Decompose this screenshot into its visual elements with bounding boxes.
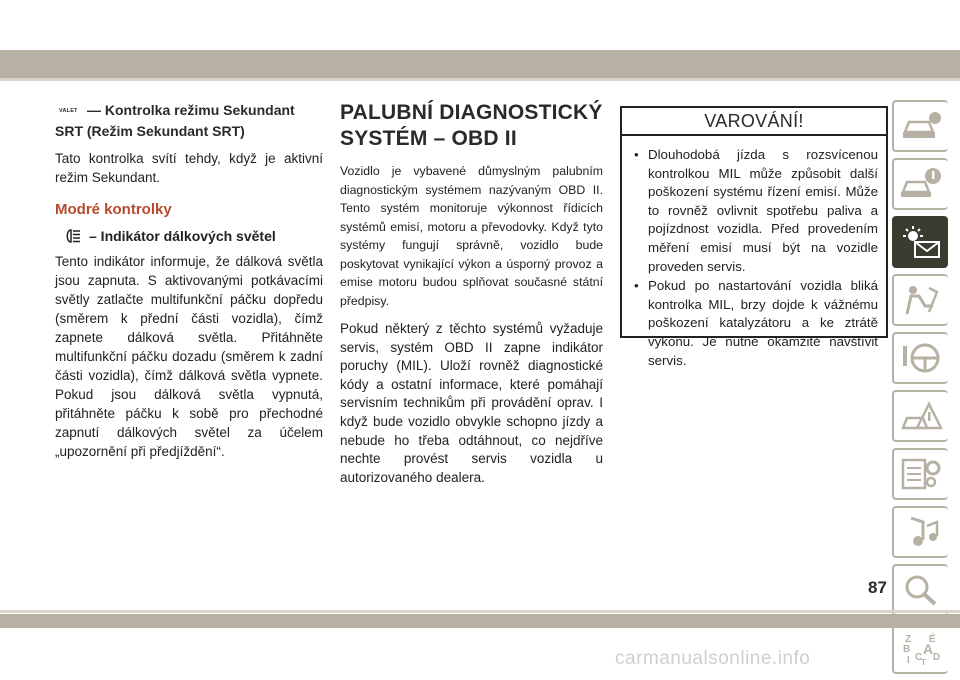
index-letter: I bbox=[907, 655, 910, 666]
warning-info-icon bbox=[899, 166, 943, 202]
section-title: PALUBNÍ DIAGNOSTICKÝ SYSTÉM – OBD II bbox=[340, 101, 603, 150]
index-letter: A bbox=[923, 641, 934, 657]
tab-search[interactable] bbox=[892, 564, 948, 616]
blue-lights-heading: Modré kontrolky bbox=[55, 201, 172, 219]
warning-item: • Pokud po nastartování vozidla bliká kontrolka MIL, brzy dojde k vážnému poškození katalyzátoru a ke ztrátě výkonu. Je nutné okamžitě navštívit servis. bbox=[634, 277, 878, 370]
car-info-icon bbox=[899, 108, 943, 144]
lights-messages-icon bbox=[899, 224, 943, 260]
obd-intro-text: Vozidlo je vybavené důmyslným palubním diagnostickým systémem nazývaným OBD II. Tento systém monitoruje výkonnost řídicích systémů emisí, motoru a převodovky. Když tyto systémy fungují správně, vozidlo bude poskytovat vynikající výkon a úsporný provoz a emise motoru budou splňovat současné státní předpisy. bbox=[340, 164, 603, 308]
steering-icon bbox=[899, 340, 943, 376]
emergency-icon bbox=[899, 398, 943, 434]
index-letter: É bbox=[929, 634, 936, 645]
multimedia-icon bbox=[899, 514, 943, 550]
warning-list bbox=[622, 136, 886, 370]
bottom-band bbox=[0, 614, 960, 628]
bottom-band-stripe bbox=[0, 610, 960, 613]
section-tabs bbox=[892, 100, 952, 680]
index-letter: Z bbox=[905, 634, 912, 645]
tab-index[interactable] bbox=[892, 622, 948, 674]
tab-service[interactable] bbox=[892, 448, 948, 500]
valet-title: — Kontrolka režimu Sekundant SRT (Režim Sekundant SRT) bbox=[55, 102, 295, 140]
warning-box bbox=[620, 106, 888, 368]
tab-lights-messages[interactable] bbox=[892, 216, 948, 268]
valet-text: Tato kontrolka svítí tehdy, když je aktivní režim Sekundant. bbox=[55, 151, 323, 186]
middle-column bbox=[340, 100, 603, 487]
service-icon bbox=[899, 456, 943, 492]
index-letter: C bbox=[915, 652, 923, 663]
tab-steering[interactable] bbox=[892, 332, 948, 384]
top-band bbox=[0, 50, 960, 78]
tab-warning-info[interactable] bbox=[892, 158, 948, 210]
page-number: 87 bbox=[868, 578, 887, 597]
left-column bbox=[55, 100, 323, 461]
tab-safety[interactable] bbox=[892, 274, 948, 326]
tab-car-info[interactable] bbox=[892, 100, 948, 152]
search-icon bbox=[899, 572, 943, 608]
watermark: carmanualsonline.info bbox=[615, 648, 811, 669]
index-letter: B bbox=[903, 644, 911, 655]
index-icon bbox=[899, 630, 943, 666]
top-band-stripe bbox=[0, 78, 960, 81]
index-letter: T bbox=[921, 658, 926, 666]
high-beam-heading bbox=[55, 228, 323, 244]
high-beam-icon bbox=[61, 228, 81, 244]
valet-icon: VALET bbox=[59, 108, 78, 115]
high-beam-text: Tento indikátor informuje, že dálková světla jsou zapnuta. S aktivovanými potkávacími světly zatlačte multifunkční páčku dopředu (směrem k přední části vozidla), čímž zapnete dálková světla. Přitáhněte multifunkční páčku dozadu (směrem k zadní části vozidla), čímž dálková světla vypnete. Pokud jsou dálková světla vypnutá, přitáhněte páčku k sobě pro přechodné zapnutí dálkových světel za účelem „upozornění při předjíždění“. bbox=[55, 254, 323, 460]
index-letter: D bbox=[933, 652, 941, 663]
high-beam-title: – Indikátor dálkových světel bbox=[89, 228, 276, 245]
warning-title: VAROVÁNÍ! bbox=[622, 108, 886, 136]
valet-heading bbox=[55, 100, 323, 141]
safety-icon bbox=[899, 282, 943, 318]
obd-body-text: Pokud některý z těchto systémů vyžaduje servis, systém OBD II zapne indikátor poruchy (MIL). Uloží rovněž diagnostické kódy a ostatní informace, které pomáhají servisním technikům při provádění oprav. I když bude vozidlo obvykle schopno jízdy a nebude ho třeba odtáhnout, co nejdříve nechte provést servis vozidla u autorizovaného dealera. bbox=[340, 321, 603, 485]
tab-multimedia[interactable] bbox=[892, 506, 948, 558]
tab-emergency[interactable] bbox=[892, 390, 948, 442]
warning-item: • Dlouhodobá jízda s rozsvícenou kontrolkou MIL může způsobit další poškození systému řízení emisí. Může to rovněž ovlivnit spotřebu paliva a pojízdnost vozidla. Před provedením měření emisí musí být na vozidle proveden servis. bbox=[634, 146, 878, 276]
